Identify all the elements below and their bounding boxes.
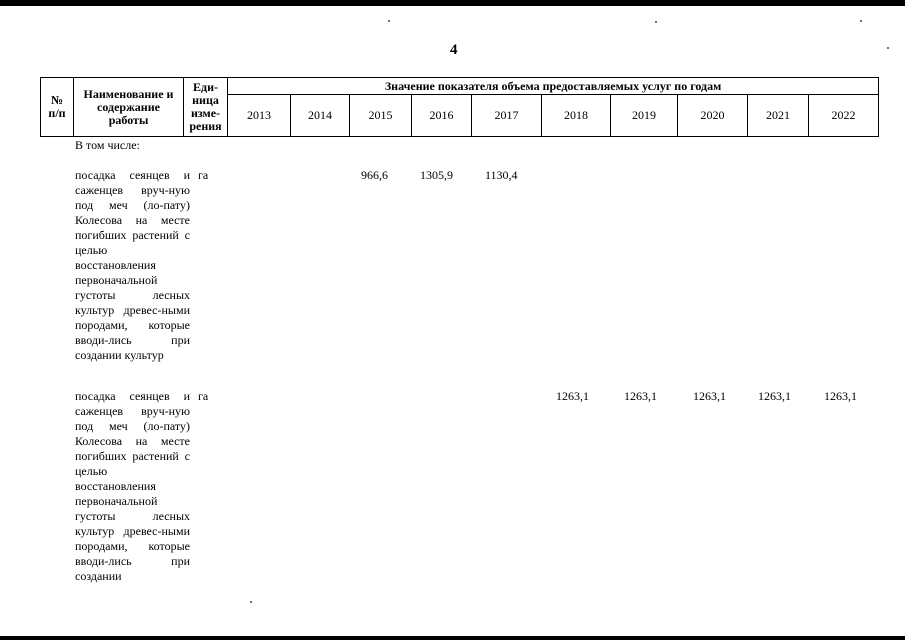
scan-speck: [250, 601, 252, 603]
header-group-title: Значение показателя объема предоставляемых услуг по годам: [228, 78, 879, 95]
page-number: 4: [450, 42, 458, 58]
scan-speck: [655, 21, 657, 23]
header-year: 2017: [472, 95, 542, 137]
header-unit: Еди-ница изме-рения: [184, 78, 228, 137]
row-2-name: посадка сеянцев и саженцев вруч-ную под меч (ло-пату) Колесова на месте погибших растений с целью восстановления первоначальной густоты лесных культур древес-ными породами, которые вводи-лись при создании: [75, 389, 190, 583]
row-2-unit: га: [198, 389, 209, 403]
header-year: 2022: [809, 95, 879, 137]
row-1-name: посадка сеянцев и саженцев вруч-ную под меч (ло-пату) Колесова на месте погибших растений с целью восстановления первоначальной густоты лесных культур древес-ными породами, которые вводи-лись при создании культур: [75, 168, 190, 362]
table-header: [40, 77, 879, 137]
header-year: 2019: [611, 95, 678, 137]
header-year: 2021: [748, 95, 809, 137]
intro-text: В том числе:: [75, 138, 140, 152]
row-1-value-2016: 1305,9: [420, 168, 453, 182]
row-1-value-2015: 966,6: [361, 168, 388, 182]
row-2-value-2019: 1263,1: [624, 389, 657, 403]
header-year: 2014: [291, 95, 350, 137]
scan-speck: [388, 20, 390, 22]
row-1-unit: га: [198, 168, 209, 182]
row-2-value-2018: 1263,1: [556, 389, 589, 403]
scan-speck: [887, 47, 889, 49]
scan-speck: [860, 20, 862, 22]
row-2-value-2020: 1263,1: [693, 389, 726, 403]
header-year: 2020: [678, 95, 748, 137]
scan-bottom-edge: [0, 636, 905, 640]
header-year: 2016: [412, 95, 472, 137]
scan-top-edge: [0, 0, 905, 6]
header-num: № п/п: [41, 78, 74, 137]
header-year: 2015: [350, 95, 412, 137]
header-year: 2018: [542, 95, 611, 137]
header-name: Наименование и содержание работы: [74, 78, 184, 137]
row-2-value-2021: 1263,1: [758, 389, 791, 403]
row-1-value-2017: 1130,4: [485, 168, 518, 182]
header-year: 2013: [228, 95, 291, 137]
row-2-value-2022: 1263,1: [824, 389, 857, 403]
